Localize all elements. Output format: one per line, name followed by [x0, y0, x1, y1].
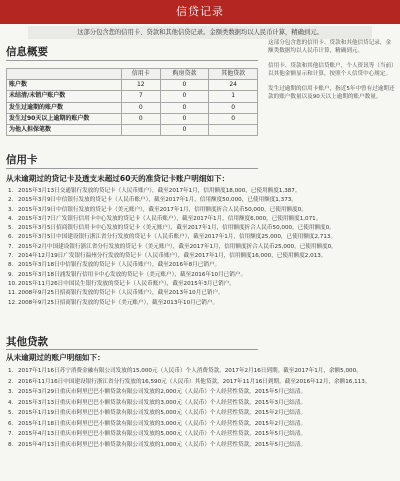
item-text: 2008年9月25日招商银行发放的贷记卡（美元账户），截至2013年10月已销户。 [18, 299, 219, 306]
list-item [8, 377, 394, 388]
other-loans-list [8, 366, 394, 450]
item-text: 2015年3月5日中国建设银行浙江省分行发放的贷记卡（人民币账户），截至2017年1月，信用额度25,000，已使用额度2,713。 [18, 234, 337, 241]
table-row [7, 102, 258, 113]
table-cell: 24 [209, 80, 258, 91]
table-cell: 1 [209, 91, 258, 102]
section-banner [0, 0, 400, 24]
credit-card-subheading: 从未逾期过的贷记卡及透支未超过60天的准贷记卡账户明细如下： [6, 174, 230, 183]
table-header-row [7, 69, 258, 80]
list-item [8, 387, 394, 398]
item-number: 4. [8, 215, 14, 222]
item-number: 8. [8, 262, 14, 269]
list-item [8, 398, 394, 409]
item-number: 5. [8, 225, 14, 232]
item-number: 6. [8, 234, 14, 241]
item-text: 2008年9月25日招商银行发放的贷记卡（人民币账户），截至2013年10月已销户。 [18, 290, 224, 297]
table-row [7, 91, 258, 102]
item-number: 7. [8, 431, 14, 437]
table-cell: 7 [122, 91, 161, 102]
item-number: 3. [8, 389, 14, 395]
item-text: 2015年1月19日重庆市阿里巴巴小额贷款有限公司发放的5,000元（人民币）个人经营性贷款，2015年2月已结清。 [18, 410, 307, 416]
list-item [8, 243, 394, 252]
list-item [8, 224, 394, 233]
item-number: 4. [8, 399, 14, 406]
row-label: 发生过逾期的账户数 [7, 102, 122, 113]
item-text: 2015年3月9日中信银行发放的贷记卡（人民币账户），截至2017年1月，信用额度50,000，已使用额度1,373。 [18, 197, 297, 204]
table-cell: 0 [209, 102, 258, 113]
table-cell: 0 [209, 113, 258, 124]
side-note: 发生过逾期的信用卡账户，指近5年中曾有过逾期还款的账户数量以及90天以上逾期的账户数量。 [268, 86, 395, 100]
list-item [8, 261, 394, 270]
list-item [8, 366, 394, 377]
table-corner [7, 69, 122, 80]
item-text: 2015年2月中国建设银行浙江省分行发放的贷记卡（美元账户），截至2017年1月，信用额度折合人民币25,000，已使用额度0。 [18, 243, 337, 250]
side-note: 这部分包含您的信用卡、贷款和其他信贷记录，金额类数据均以人民币计算，精确到元。 [268, 40, 392, 54]
overview-table [6, 68, 258, 136]
item-text: 2015年4月13日重庆市阿里巴巴小额贷款有限公司发放的1,000元（人民币）个人经营性贷款，2015年5月已结清。 [18, 441, 307, 448]
item-text: 2014年12月19日广发银行温州分行发放的贷记卡（人民币账户），截至2017年1月，信用额度16,000，已使用额度2,013。 [18, 253, 327, 260]
list-item [8, 419, 394, 430]
table-cell [122, 124, 161, 135]
list-item [8, 271, 394, 280]
list-item [8, 299, 394, 308]
table-row [7, 113, 258, 124]
divider [6, 349, 258, 350]
item-text: 2015年1月18日重庆市阿里巴巴小额贷款有限公司发放的3,000元（人民币）个人经营性贷款，2015年2月已结清。 [18, 420, 307, 427]
item-number: 10. [8, 280, 17, 287]
list-item [8, 187, 394, 196]
notice-text: 这部分包含您的信用卡、贷款和其他信贷记录。金额类数据均以人民币计算，精确到元。 [28, 26, 372, 39]
item-text: 2015年3月18日中信银行发放的贷记卡（人民币账户），截至2016年8月已销户。 [18, 262, 221, 269]
table-row [7, 80, 258, 91]
table-cell: 0 [160, 113, 209, 124]
table-row [7, 124, 258, 135]
item-number: 2. [8, 197, 14, 204]
list-item [8, 206, 394, 215]
item-text: 2015年3月9日中信银行发放的贷记卡（美元账户），截至2017年1月，信用额度折合人民币50,000，已使用额度0。 [18, 206, 307, 213]
item-text: 2015年3月13日重庆市阿里巴巴小额贷款有限公司发放的3,000元（人民币）个人经营性贷款，2015年3月已结清。 [18, 399, 307, 406]
list-item [8, 429, 394, 440]
side-note: 信用卡、贷款和其他信贷账户，个人资讯等（当前）以其他金额显示和计算，按照个人信贷中心规定。 [268, 63, 394, 77]
item-number: 6. [8, 420, 14, 427]
table-cell: 0 [160, 124, 209, 135]
item-text: 2016年11月16日中国建设银行浙江省分行发放的16,590元（人民币）其他贷款，2017年11月16日到期。截至2016年12月，余额16,113。 [18, 378, 371, 385]
item-number: 11. [8, 290, 17, 297]
other-loans-subheading: 从未逾期过的账户明细如下： [6, 353, 105, 362]
list-item [8, 215, 394, 224]
list-item [8, 440, 394, 451]
table-cell: 0 [160, 80, 209, 91]
row-label: 未结清/未销户账户数 [7, 91, 122, 102]
overview-heading: 信息概要 [6, 46, 48, 58]
table-cell: 0 [122, 113, 161, 124]
column-header: 信用卡 [122, 69, 161, 80]
item-number: 3. [8, 206, 14, 213]
credit-card-heading: 信用卡 [6, 154, 38, 166]
item-number: 7. [8, 243, 14, 250]
list-item [8, 252, 394, 261]
item-number: 5. [8, 410, 14, 416]
table-cell [209, 124, 258, 135]
item-text: 2015年3月13日交通银行发放的贷记卡（人民币账户），截至2017年1月，信用额度18,000，已使用额度1,387。 [18, 188, 301, 194]
column-header: 其他贷款 [209, 69, 258, 80]
item-text: 2015年11月26日中国民生银行发放的贷记卡（人民币账户），截至2015年3月已销户。 [18, 280, 235, 287]
table-cell: 0 [122, 102, 161, 113]
item-text: 2015年4月13日重庆市阿里巴巴小额贷款有限公司发放的5,000元（人民币）个人经营性贷款，2015年5月已结清。 [18, 431, 307, 437]
table-cell: 12 [122, 80, 161, 91]
item-number: 1. [8, 368, 14, 374]
list-item [8, 196, 394, 205]
item-text: 2015年3月5日招商银行信用卡中心发放的贷记卡（美元账户），截至2017年1月，信用额度折合人民币50,000，已使用额度0。 [18, 225, 335, 232]
list-item [8, 280, 394, 289]
credit-card-list [8, 187, 394, 308]
table-cell: 0 [160, 102, 209, 113]
column-header: 购房贷款 [160, 69, 209, 80]
item-text: 2017年1月16日苏宁消费金融有限公司发放的15,000元（人民币）个人消费贷款，2017年2月16日到期。截至2017年1月，余额5,000。 [18, 368, 362, 374]
row-label: 为他人担保笔数 [7, 124, 122, 135]
item-number: 2. [8, 378, 14, 385]
row-label: 账户数 [7, 80, 122, 91]
item-text: 2015年3月18日浦发银行信用卡中心发放的贷记卡（美元账户），截至2016年10月已销户。 [18, 271, 247, 278]
other-loans-heading: 其他贷款 [6, 336, 48, 348]
list-item [8, 289, 394, 298]
list-item [8, 233, 394, 242]
list-item [8, 408, 394, 419]
item-number: 9. [8, 271, 14, 278]
side-notes [268, 40, 396, 110]
item-text: 2015年3月29日重庆市阿里巴巴小额贷款有限公司发放的2,000元（人民币）个人经营性贷款，2015年5月已结清。 [18, 389, 307, 395]
item-number: 8. [8, 441, 14, 448]
item-number: 12. [8, 299, 17, 306]
banner-title: 信贷记录 [176, 5, 224, 18]
table-cell: 0 [160, 91, 209, 102]
divider [6, 60, 258, 61]
item-number: 1. [8, 188, 14, 194]
item-number: 7. [8, 253, 14, 260]
row-label: 发生过90天以上逾期的账户数 [7, 113, 122, 124]
divider [6, 168, 258, 169]
item-text: 2015年3月7日广发银行信用卡中心发放的贷记卡（人民币账户），截至2017年1月，信用额度6,000，已使用额度1,071。 [18, 215, 322, 222]
